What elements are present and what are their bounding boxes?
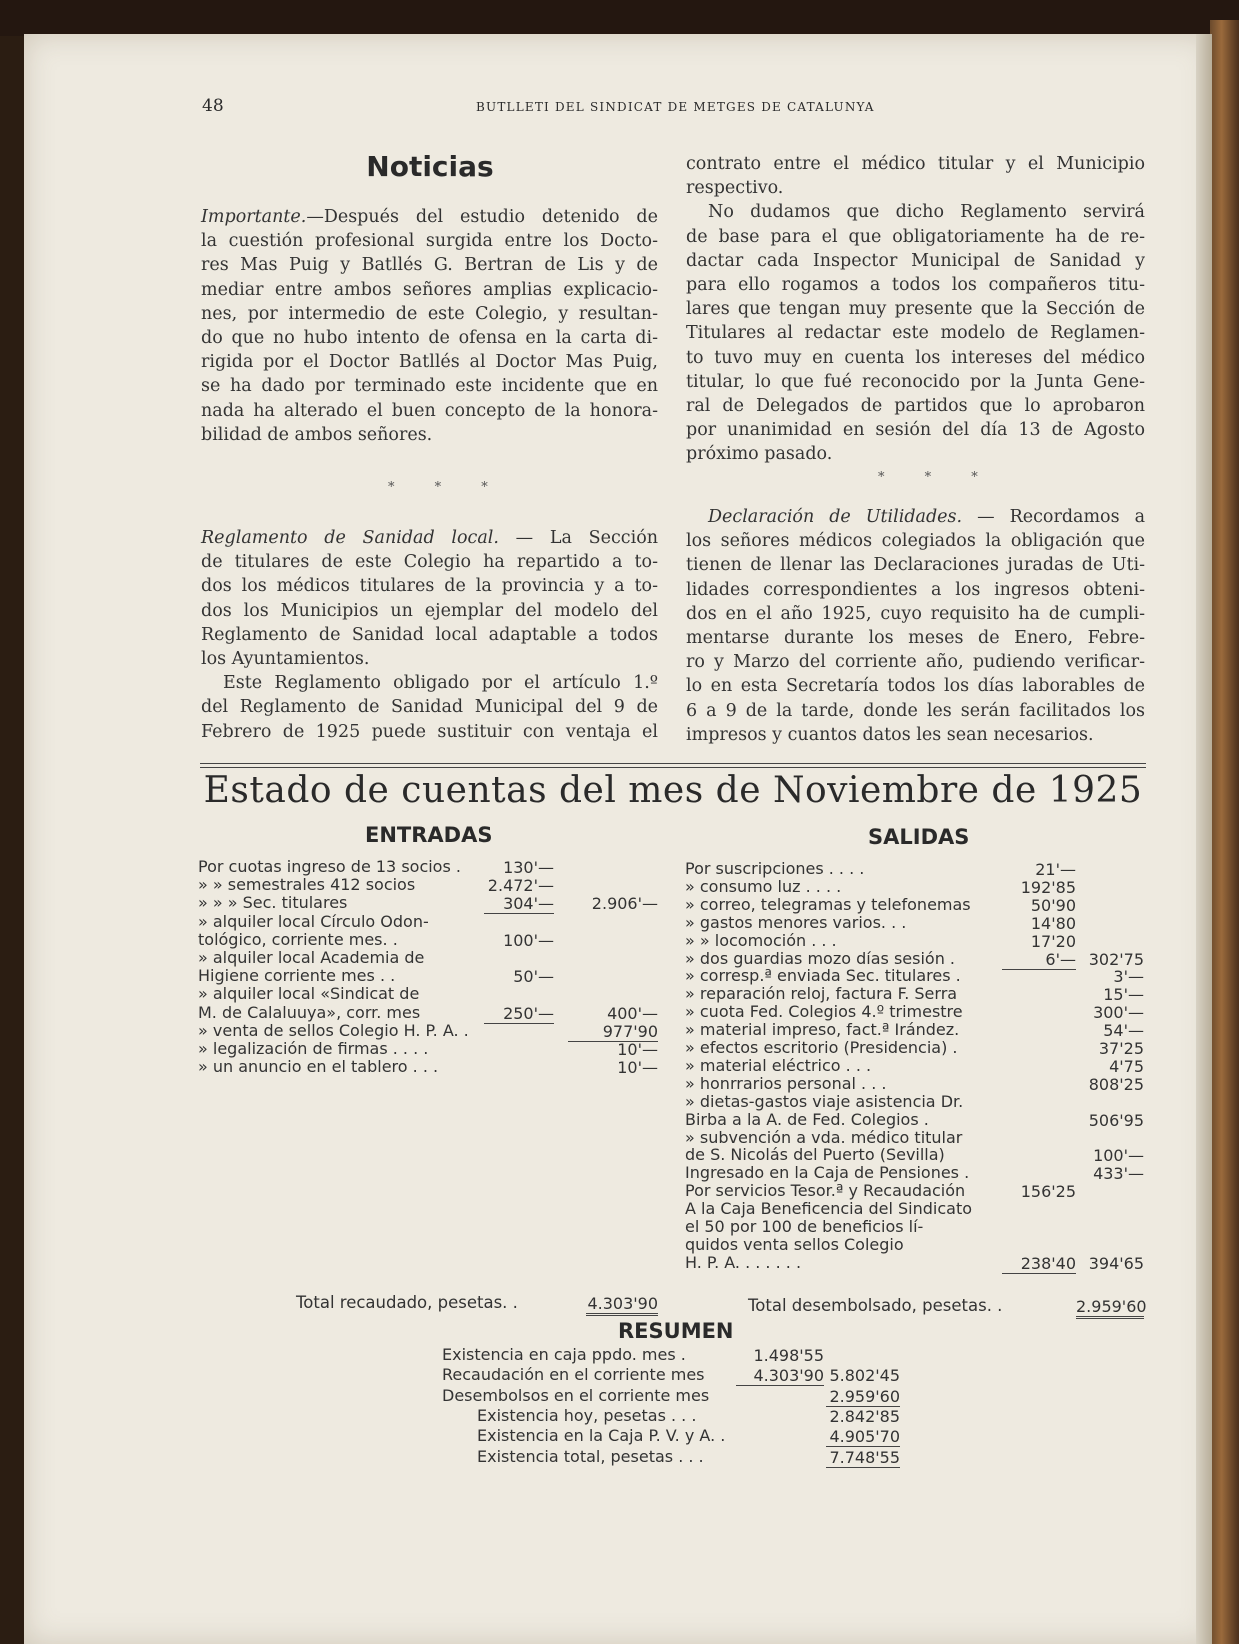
account-row-subtotal: 2.842'85	[829, 1406, 900, 1426]
account-row-label: Existencia hoy, pesetas . . .	[477, 1405, 697, 1425]
account-row-label: M. de Calaluuya», corr. mes	[198, 1002, 421, 1022]
account-row-label: Desembolsos en el corriente mes	[442, 1385, 710, 1405]
salidas-total-label: Total desembolsado, pesetas. .	[748, 1296, 1003, 1315]
text-line: dos los Municipios un ejemplar del modelo del	[201, 600, 658, 621]
account-row-amount: 250'—	[484, 1004, 554, 1024]
text-line: to tuvo muy en cuenta los intereses del médico	[686, 347, 1145, 368]
text-line: Febrero de 1925 puede sustituir con ventaja el	[201, 721, 658, 742]
account-row-label: de S. Nicolás del Puerto (Sevilla)	[685, 1145, 945, 1165]
text-line: para ello rogamos a todos los compañeros titu-	[686, 275, 1145, 296]
account-row-subtotal: 100'—	[1093, 1146, 1144, 1166]
account-row-label: » gastos menores varios. . .	[685, 912, 907, 932]
account-row-subtotal: 433'—	[1093, 1164, 1144, 1184]
account-row-subtotal: 977'90	[568, 1022, 658, 1042]
account-row-subtotal: 7.748'55	[826, 1448, 900, 1468]
account-row-label: » legalización de firmas . . . .	[198, 1039, 429, 1058]
account-row-label: Por servicios Tesor.ª y Recaudación	[685, 1181, 966, 1201]
text-line: mentarse durante los meses de Enero, Febre-	[686, 628, 1145, 649]
account-row-subtotal: 3'—	[1113, 967, 1144, 987]
text-line: Declaración de Utilidades. — Recordamos a	[708, 507, 1146, 527]
text-line: lo en esta Secretaría todos los días laborables de	[686, 676, 1145, 697]
text-line: próximo pasado.	[686, 444, 833, 465]
text-line: de titulares de este Colegio ha repartido a to-	[201, 552, 658, 573]
account-row-subtotal: 2.959'60	[826, 1387, 900, 1407]
account-row-label: » alquiler local Academia de	[198, 948, 425, 967]
account-row-label: » dietas-gastos viaje asistencia Dr.	[685, 1091, 964, 1111]
text-line: por unanimidad en sesión del día 13 de Agosto	[686, 420, 1145, 441]
text-line: Importante.—Después del estudio detenido de	[201, 207, 658, 227]
account-row-label: » un anuncio en el tablero . . .	[198, 1057, 439, 1077]
entradas-total-value: 4.303'90	[586, 1294, 658, 1316]
text-line: do que no hubo intento de ofensa en la carta di-	[201, 328, 658, 349]
account-row-amount: 130'—	[503, 858, 554, 877]
account-row-subtotal: 4.905'70	[826, 1427, 900, 1447]
text-line: No dudamos que dicho Reglamento servirá	[708, 202, 1145, 223]
account-row-subtotal: 37'25	[1098, 1039, 1144, 1058]
text-line: 6 a 9 de la tarde, donde les serán facilitados los	[686, 700, 1145, 721]
account-row-label: Por suscripciones . . . .	[685, 859, 865, 878]
text-line: del Reglamento de Sanidad Municipal del 9 de	[201, 697, 658, 718]
text-line: nes, por intermedio de este Colegio, y resultan-	[201, 303, 658, 324]
account-row-subtotal: 302'75	[1088, 949, 1144, 969]
text-line: bilidad de ambos señores.	[201, 424, 433, 445]
text-line: rigida por el Doctor Batllés al Doctor Mas Puig,	[201, 352, 658, 373]
account-row-label: » dos guardias mozo días sesión .	[685, 948, 956, 968]
account-row-label: A la Caja Beneficencia del Sindicato	[685, 1199, 973, 1219]
account-row-amount: 2.472'—	[487, 876, 554, 896]
account-row-label: » material eléctrico . . .	[685, 1055, 872, 1075]
text-line: dos en el año 1925, cuyo requisito ha de cumpli-	[686, 603, 1145, 624]
italic-lead: Declaración de Utilidades.	[708, 507, 963, 527]
text-line: la cuestión profesional surgida entre los Docto-	[201, 231, 658, 252]
account-row-label: » honrrarios personal . . .	[685, 1073, 887, 1093]
account-row-label: » efectos escritorio (Presidencia) .	[685, 1038, 958, 1057]
text-line: dos los médicos titulares de la provincia y a to-	[201, 576, 658, 597]
text-line: titular, lo que fué reconocido por la Junta Gene-	[686, 371, 1145, 392]
account-row-label: H. P. A. . . . . . .	[685, 1252, 802, 1272]
salidas-heading: SALIDAS	[868, 825, 970, 849]
account-row-subtotal: 506'95	[1088, 1110, 1144, 1130]
account-row-label: » » locomoción . . .	[685, 930, 837, 950]
account-row-subtotal: 808'25	[1088, 1074, 1144, 1094]
account-row-label: » subvención a vda. médico titular	[685, 1127, 963, 1147]
account-row-subtotal: 54'—	[1103, 1021, 1144, 1041]
double-rule-bottom	[200, 767, 1146, 768]
account-row-amount: 238'40	[1002, 1254, 1076, 1274]
account-row-label: Existencia en la Caja P. V. y A. .	[477, 1426, 726, 1446]
account-row-amount: 1.498'55	[753, 1346, 824, 1365]
entradas-heading: ENTRADAS	[365, 823, 493, 847]
account-row-subtotal: 2.906'—	[591, 894, 658, 914]
paragraph-reglamento	[201, 526, 658, 744]
account-row-amount: 50'—	[513, 967, 554, 987]
italic-lead: Reglamento de Sanidad local.	[201, 528, 499, 548]
text-line: res Mas Puig y Batllés G. Bertran de Lis y de	[201, 255, 658, 276]
page-edge-shadow	[1196, 34, 1212, 1644]
account-row-subtotal: 5.802'45	[829, 1366, 900, 1386]
text-line: lidades correspondientes a los ingresos obteni-	[686, 579, 1145, 600]
account-row-amount: 156'25	[1020, 1182, 1076, 1202]
scan-background-top	[0, 0, 1239, 36]
account-row-label: » material impreso, fact.ª Irández.	[685, 1020, 960, 1040]
account-row-label: Por cuotas ingreso de 13 socios .	[198, 857, 461, 876]
account-row-label: Birba a la A. de Fed. Colegios .	[685, 1109, 929, 1129]
account-row-label: » » » Sec. titulares	[198, 893, 348, 913]
text-line: se ha dado por terminado este incidente que en	[201, 376, 658, 397]
account-row-subtotal: 400'—	[607, 1003, 658, 1023]
text-line: mediar entre ambos señores amplias explicacio-	[201, 279, 658, 300]
account-row-subtotal: 300'—	[1093, 1003, 1144, 1023]
text-line: dactar cada Inspector Municipal de Sanidad y	[686, 250, 1145, 271]
account-row-amount: 100'—	[503, 930, 554, 950]
account-row-label: » venta de sellos Colegio H. P. A. .	[198, 1020, 469, 1040]
text-line: impresos y cuantos datos les sean necesarios.	[686, 724, 1094, 745]
text-line: Titulares al redactar este modelo de Reglamen-	[686, 323, 1145, 344]
section-divider-stars: * * *	[388, 480, 506, 495]
account-row-label: tológico, corriente mes. .	[198, 929, 398, 949]
account-row-label: Higiene corriente mes . .	[198, 966, 396, 986]
italic-lead: Importante.	[201, 207, 307, 227]
account-row-amount: 304'—	[484, 894, 554, 914]
book-spine-edge	[1210, 20, 1239, 1644]
text-line: respectivo.	[686, 178, 784, 199]
account-row-label: Ingresado en la Caja de Pensiones .	[685, 1163, 970, 1183]
account-row-subtotal: 10'—	[617, 1040, 658, 1059]
account-row-label: » cuota Fed. Colegios 4.º trimestre	[685, 1002, 963, 1022]
account-row-amount: 192'85	[1020, 877, 1076, 897]
section-title-noticias: Noticias	[366, 150, 494, 183]
account-row-label: » reparación reloj, factura F. Serra	[685, 984, 958, 1004]
account-row-amount: 50'90	[1030, 895, 1076, 915]
text-line: nada ha alterado el buen concepto de la honora-	[201, 400, 658, 421]
page-number: 48	[202, 96, 224, 116]
salidas-total-value: 2.959'60	[1076, 1297, 1144, 1319]
account-row-amount: 21'—	[1035, 860, 1076, 879]
text-line: tienen de llenar las Declaraciones juradas de Uti-	[686, 555, 1145, 576]
paragraph-declaracion	[686, 505, 1145, 747]
text-line: los Ayuntamientos.	[201, 649, 370, 670]
account-row-amount: 6'—	[1002, 950, 1076, 970]
account-row-amount: 14'80	[1030, 913, 1076, 933]
paragraph-importante	[201, 205, 658, 447]
account-row-label: quidos venta sellos Colegio	[685, 1234, 904, 1254]
double-rule-top	[200, 763, 1146, 764]
text-line: contrato entre el médico titular y el Municipio	[686, 154, 1145, 174]
account-row-label: » » semestrales 412 socios	[198, 875, 416, 895]
account-row-label: » consumo luz . . . .	[685, 876, 842, 896]
text-line: ro y Marzo del corriente año, pudiendo verificar-	[686, 652, 1145, 673]
account-row-label: Existencia total, pesetas . . .	[477, 1446, 704, 1466]
account-row-label: Existencia en caja ppdo. mes .	[442, 1345, 686, 1364]
section-divider-stars: * * *	[878, 470, 996, 485]
running-header: BUTLLETI DEL SINDICAT DE METGES DE CATALUNYA	[476, 100, 875, 114]
accounts-title: Estado de cuentas del mes de Noviembre de 1925	[203, 770, 1143, 811]
account-row-subtotal: 394'65	[1088, 1253, 1144, 1273]
account-row-amount: 17'20	[1030, 931, 1076, 951]
text-line: los señores médicos colegiados la obligación que	[686, 531, 1145, 552]
entradas-total-label: Total recaudado, pesetas. .	[296, 1293, 518, 1312]
account-row-amount: 4.303'90	[736, 1366, 824, 1386]
account-row-subtotal: 4'75	[1109, 1056, 1144, 1076]
account-row-label: » correo, telegramas y telefonemas	[685, 894, 971, 914]
text-line: ral de Delegados de partidos que lo aprobaron	[686, 396, 1145, 417]
account-row-label: » alquiler local «Sindicat de	[198, 984, 420, 1004]
account-row-subtotal: 10'—	[617, 1058, 658, 1078]
account-row-label: » alquiler local Círculo Odon-	[198, 911, 429, 931]
text-line: Reglamento de Sanidad local adaptable a todos	[201, 624, 658, 645]
text-line: lares que tengan muy presente que la Sección de	[686, 299, 1145, 320]
text-line: Este Reglamento obligado por el artículo 1.º	[223, 673, 658, 694]
text-line: Reglamento de Sanidad local. — La Sección	[201, 528, 658, 548]
resumen-heading: RESUMEN	[618, 1319, 734, 1343]
paragraph-reglamento-continued	[686, 152, 1145, 467]
account-row-label: » corresp.ª enviada Sec. titulares .	[685, 966, 961, 986]
text-line: de base para el que obligatoriamente ha de re-	[686, 226, 1145, 247]
account-row-label: el 50 por 100 de beneficios lí-	[685, 1217, 924, 1236]
account-row-label: Recaudación en el corriente mes	[442, 1365, 705, 1385]
account-row-subtotal: 15'—	[1103, 985, 1144, 1005]
